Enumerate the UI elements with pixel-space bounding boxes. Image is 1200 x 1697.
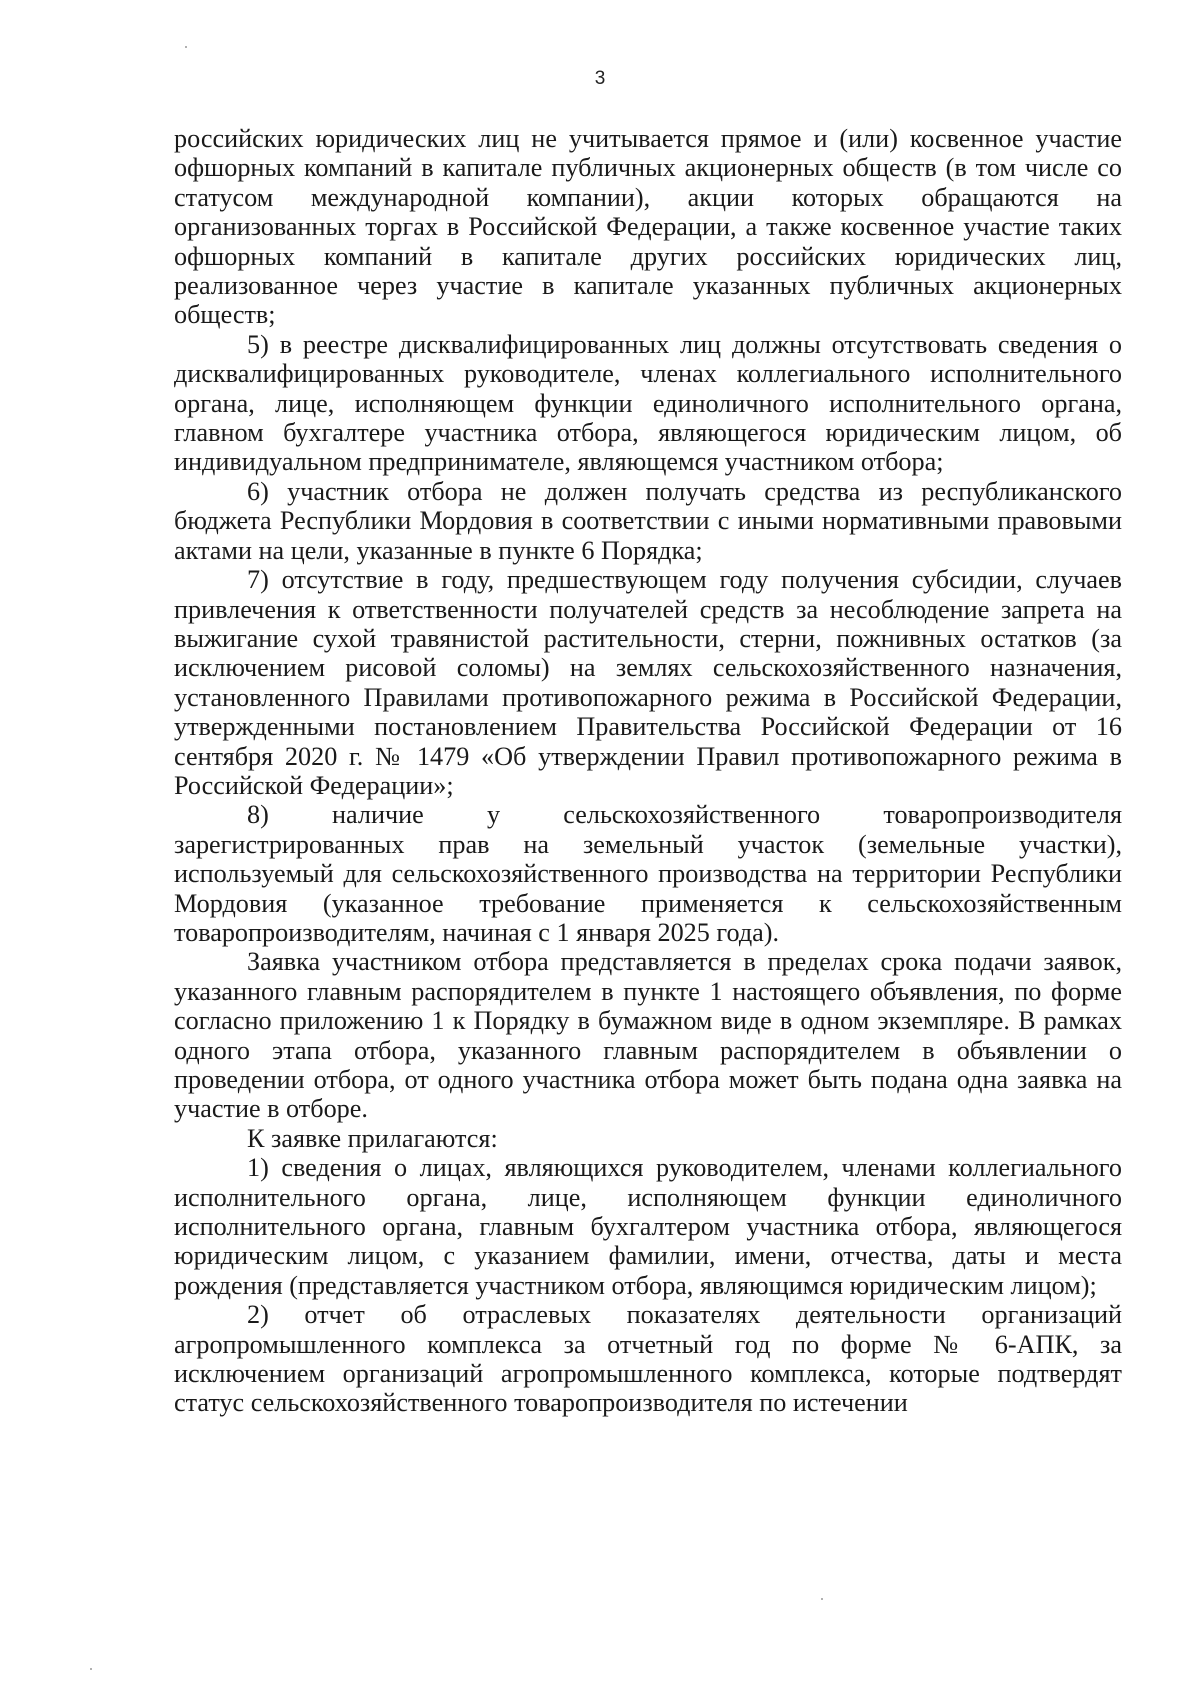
scan-speck xyxy=(90,1668,92,1670)
paragraph-item-7: 7) отсутствие в году, предшествующем году получения субсидии, случаев привлечения к ответственности получателей средств за несоблюдение запрета на выжигание сухой травянистой растительности, стерни, пожнивных остатков (за исключением рисовой соломы) на землях сельскохозяйственного назначения, установленного Правилами противопожарного режима в Российской Федерации, утвержденными постановлением Правительства Российской Федерации от 16 сентября 2020 г. № 1479 «Об утверждении Правил противопожарного режима в Российской Федерации»; xyxy=(174,565,1122,800)
paragraph-application: Заявка участником отбора представляется в пределах срока подачи заявок, указанного главным распорядителем в пункте 1 настоящего объявления, по форме согласно приложению 1 к Порядку в бумажном виде в одном экземпляре. В рамках одного этапа отбора, указанного главным распорядителем в объявлении о проведении отбора, от одного участника отбора может быть подана одна заявка на участие в отборе. xyxy=(174,947,1122,1124)
scan-speck xyxy=(821,1598,823,1600)
document-body xyxy=(174,124,1122,1418)
paragraph-offshore-participation: российских юридических лиц не учитывается прямое и (или) косвенное участие офшорных компаний в капитале публичных акционерных обществ (в том числе со статусом международной компании), акции которых обращаются на организованных торгах в Российской Федерации, а также косвенное участие таких офшорных компаний в капитале других российских юридических лиц, реализованное через участие в капитале указанных публичных акционерных обществ; xyxy=(174,124,1122,330)
paragraph-attachments-heading: К заявке прилагаются: xyxy=(247,1123,498,1153)
paragraph-attachment-2: 2) отчет об отраслевых показателях деятельности организаций агропромышленного комплекса за отчетный год по форме № 6-АПК, за исключением организаций агропромышленного комплекса, которые подтвердят статус сельскохозяйственного товаропроизводителя по истечении xyxy=(174,1300,1122,1418)
paragraph-item-5: 5) в реестре дисквалифицированных лиц должны отсутствовать сведения о дисквалифицированных руководителе, членах коллегиального исполнительного органа, лице, исполняющем функции единоличного исполнительного органа, главном бухгалтере участника отбора, являющегося юридическим лицом, об индивидуальном предпринимателе, являющемся участником отбора; xyxy=(174,329,1122,477)
page-number: 3 xyxy=(594,68,606,89)
paragraph-item-8: 8) наличие у сельскохозяйственного товаропроизводителя зарегистрированных прав на земельный участок (земельные участки), используемый для сельскохозяйственного производства на территории Республики Мордовия (указанное требование применяется к сельскохозяйственным товаропроизводителям, начиная с 1 января 2025 года). xyxy=(174,800,1122,947)
scan-speck xyxy=(185,46,187,48)
paragraph-item-6: 6) участник отбора не должен получать средства из республиканского бюджета Республики Мордовия в соответствии с иными нормативными правовыми актами на цели, указанные в пункте 6 Порядка; xyxy=(174,476,1122,565)
paragraph-attachment-1: 1) сведения о лицах, являющихся руководителем, членами коллегиального исполнительного органа, лице, исполняющем функции единоличного исполнительного органа, главным бухгалтером участника отбора, являющегося юридическим лицом, с указанием фамилии, имени, отчества, даты и места рождения (представляется участником отбора, являющимся юридическим лицом); xyxy=(174,1153,1122,1300)
